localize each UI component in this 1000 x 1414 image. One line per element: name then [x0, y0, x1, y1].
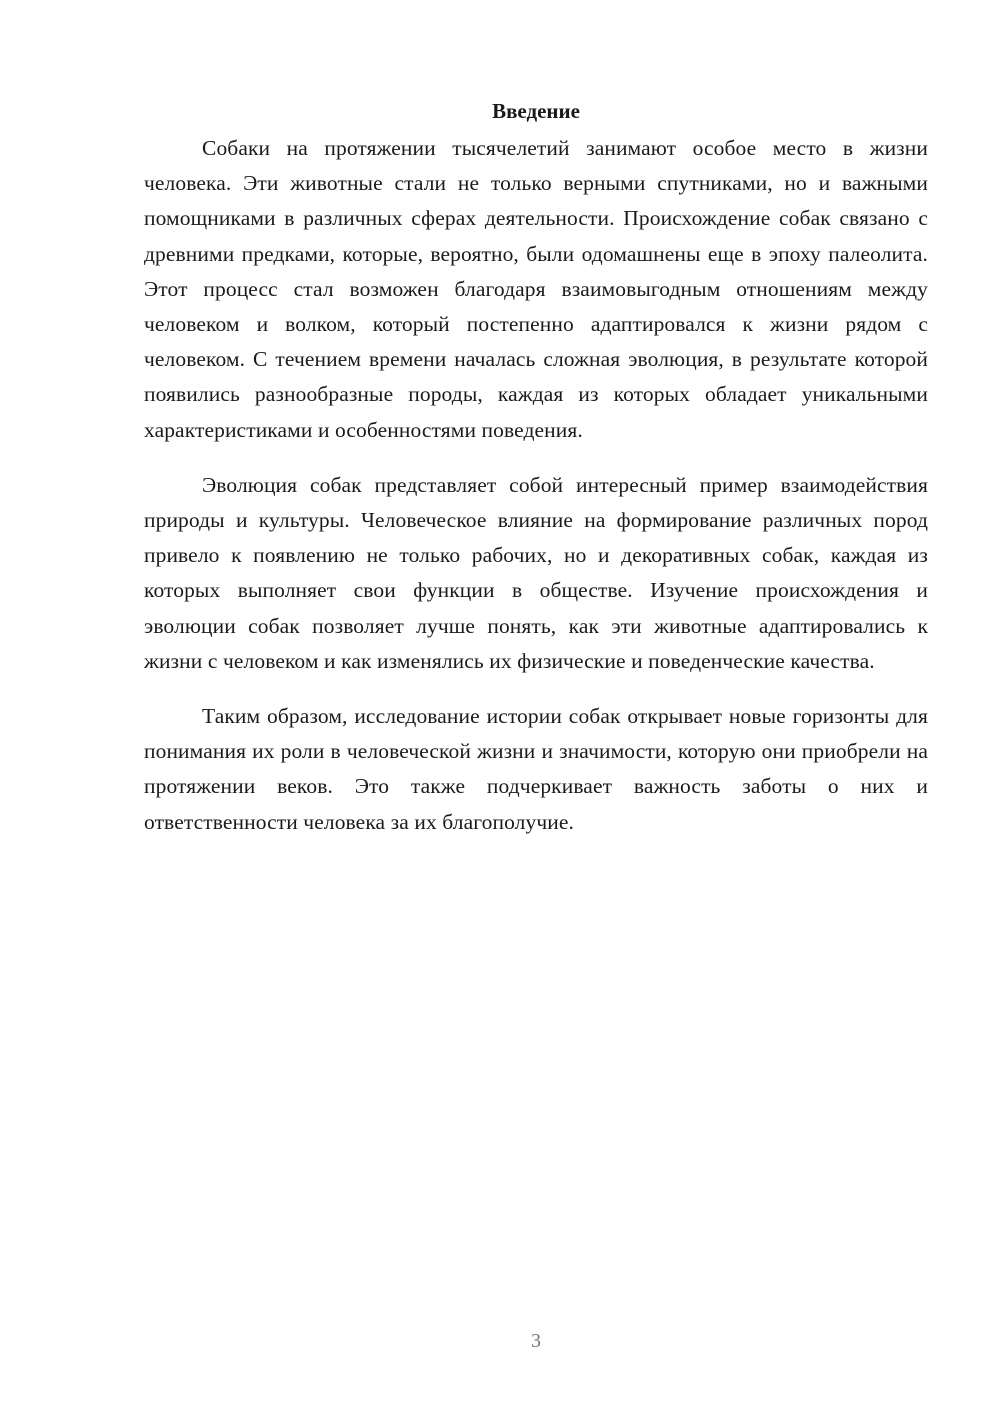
paragraph-1: Собаки на протяжении тысячелетий занимают особое место в жизни человека. Эти животные стали не только верными спутниками, но и важными помощниками в различных сферах деятельности. Происхождение собак связано с древними предками, которые, вероятно, были одомашнены еще в эпоху палеолита. Этот процесс стал возможен благодаря взаимовыгодным отношениям между человеком и волком, который постепенно адаптировался к жизни рядом с человеком. С течением времени началась сложная эволюция, в результате которой появились разнообразные породы, каждая из которых обладает уникальными характеристиками и особенностями поведения.: [144, 136, 928, 442]
section-heading: Введение: [492, 99, 580, 123]
paragraph-3: Таким образом, исследование истории собак открывает новые горизонты для понимания их роли в человеческой жизни и значимости, которую они приобрели на протяжении веков. Это также подчеркивает важность заботы о них и ответственности человека за их благополучие.: [144, 704, 928, 834]
page-number: 3: [531, 1330, 541, 1352]
page-content: [144, 94, 928, 860]
paragraph-2: Эволюция собак представляет собой интересный пример взаимодействия природы и культуры. Человеческое влияние на формирование различных пород привело к появлению не только рабочих, но и декоративных собак, каждая из которых выполняет свои функции в обществе. Изучение происхождения и эволюции собак позволяет лучше понять, как эти животные адаптировались к жизни с человеком и как изменялись их физические и поведенческие качества.: [144, 472, 928, 673]
